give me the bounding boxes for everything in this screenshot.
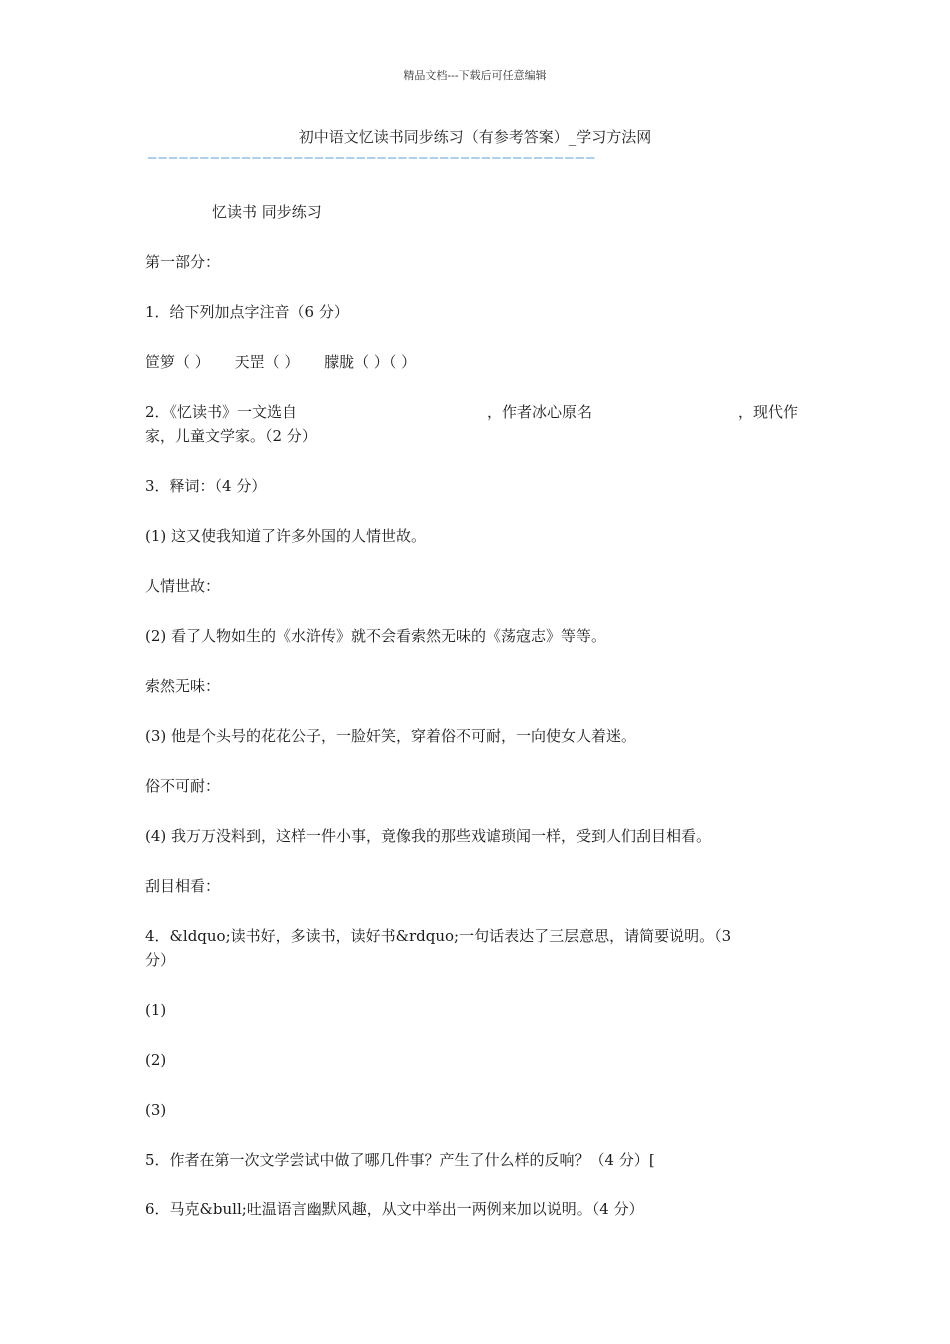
page-header-note: 精品文档---下载后可任意编辑 bbox=[403, 69, 547, 82]
part-heading: 第一部分： bbox=[145, 253, 221, 271]
question-6: 6．马克&bull;吐温语言幽默风趣，从文中举出一两例来加以说明。（4 分） bbox=[145, 1200, 644, 1218]
q3-term-1: 人情世故： bbox=[145, 577, 221, 595]
q4-answer-1: (1) bbox=[145, 1001, 167, 1019]
q3-term-3: 俗不可耐： bbox=[145, 777, 221, 795]
q1-item-3: 朦胧（ ）（ ） bbox=[324, 353, 417, 371]
section-title: 忆读书 同步练习 bbox=[212, 203, 322, 221]
q2-part2: ，作者冰心原名 bbox=[487, 403, 593, 421]
question-4-prompt-line2: 分） bbox=[145, 951, 176, 969]
q3-sentence-2: (2) 看了人物如生的《水浒传》就不会看索然无味的《荡寇志》等等。 bbox=[145, 627, 607, 645]
q3-sentence-4: (4) 我万万没料到，这样一件小事，竟像我的那些戏谑琐闻一样，受到人们刮目相看。 bbox=[145, 827, 712, 845]
document-title: 初中语文忆读书同步练习（有参考答案）_学习方法网 bbox=[298, 128, 652, 146]
q3-sentence-3: (3) 他是个头号的花花公子，一脸奸笑，穿着俗不可耐，一向使女人着迷。 bbox=[145, 727, 637, 745]
q1-item-2: 天罡（ ） bbox=[234, 353, 300, 371]
question-5: 5．作者在第一次文学尝试中做了哪几件事？产生了什么样的反响？（4 分）[ bbox=[145, 1151, 655, 1169]
q4-answer-3: (3) bbox=[145, 1101, 167, 1119]
q3-term-4: 刮目相看： bbox=[145, 877, 221, 895]
question-2-line1 bbox=[145, 400, 297, 424]
q3-term-2: 索然无味： bbox=[145, 677, 221, 695]
title-divider: ——————————————————————————————————————————— bbox=[148, 150, 597, 166]
q3-sentence-1: (1) 这又使我知道了许多外国的人情世故。 bbox=[145, 527, 427, 545]
question-4-prompt-line1: 4．&ldquo;读书好，多读书，读好书&rdquo;一句话表达了三层意思，请简要说明。（3 bbox=[145, 927, 732, 945]
question-2-line2: 家，儿童文学家。（2 分） bbox=[145, 427, 317, 445]
q2-part1: 2．《忆读书》一文选自 bbox=[145, 403, 298, 421]
q2-part3: ，现代作 bbox=[738, 403, 799, 421]
q1-item-1: 笸箩（ ） bbox=[145, 353, 210, 371]
question-3-prompt: 3．释词：（4 分） bbox=[145, 477, 267, 495]
question-1-prompt: 1．给下列加点字注音（6 分） bbox=[145, 303, 349, 321]
q4-answer-2: (2) bbox=[145, 1051, 167, 1069]
question-1-items bbox=[145, 350, 416, 374]
